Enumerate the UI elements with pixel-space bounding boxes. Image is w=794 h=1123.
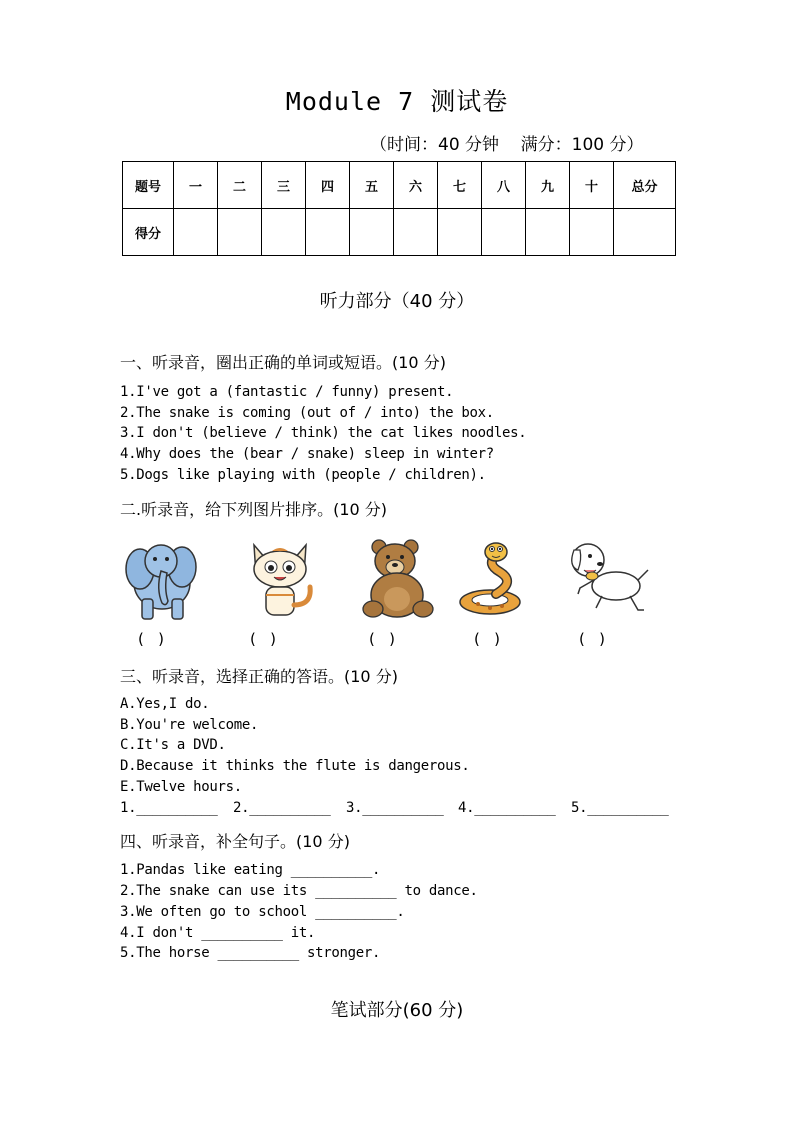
- q1-item: 1.I've got a (fantastic / funny) present.: [120, 384, 454, 400]
- q3-blank[interactable]: 4.__________: [458, 800, 556, 816]
- table-cell: 题号: [123, 162, 174, 209]
- table-cell: 九: [526, 162, 570, 209]
- score-table: [122, 161, 676, 256]
- listening-heading: 听力部分（40 分）: [319, 291, 475, 312]
- score-cell[interactable]: [482, 209, 526, 256]
- q3-option: C.It's a DVD.: [120, 737, 226, 753]
- q4-item: 3.We often go to school __________.: [120, 904, 405, 920]
- q1-item: 2.The snake is coming (out of / into) the box.: [120, 405, 494, 421]
- score-cell[interactable]: [262, 209, 306, 256]
- q3-title: 三、听录音，选择正确的答语。(10 分): [120, 667, 398, 686]
- snake-icon: [456, 538, 526, 620]
- order-answer-slot[interactable]: ( ): [250, 630, 277, 648]
- table-cell: 三: [262, 162, 306, 209]
- order-answer-slot[interactable]: ( ): [369, 630, 396, 648]
- score-table-header-row: [123, 162, 676, 209]
- table-cell: 七: [438, 162, 482, 209]
- table-cell: 四: [306, 162, 350, 209]
- dog-icon: [566, 536, 650, 618]
- exam-info: （时间：40 分钟 满分：100 分）: [370, 135, 644, 155]
- score-cell[interactable]: [526, 209, 570, 256]
- q3-option: E.Twelve hours.: [120, 779, 242, 795]
- q4-item: 1.Pandas like eating __________.: [120, 862, 381, 878]
- order-answer-slot[interactable]: ( ): [579, 630, 606, 648]
- q1-item: 5.Dogs like playing with (people / children).: [120, 467, 486, 483]
- order-answer-slot[interactable]: ( ): [474, 630, 501, 648]
- page-title: Module 7 测试卷: [285, 87, 509, 116]
- q4-title: 四、听录音，补全句子。(10 分): [120, 832, 350, 851]
- score-cell[interactable]: [570, 209, 614, 256]
- q3-blank[interactable]: 1.__________: [120, 800, 218, 816]
- score-cell[interactable]: [218, 209, 262, 256]
- q1-item: 3.I don't (believe / think) the cat likes noodles.: [120, 425, 527, 441]
- score-cell[interactable]: [306, 209, 350, 256]
- q4-item: 5.The horse __________ stronger.: [120, 945, 381, 961]
- q3-blank[interactable]: 3.__________: [346, 800, 444, 816]
- q3-blank[interactable]: 5.__________: [571, 800, 669, 816]
- q2-title: 二.听录音，给下列图片排序。(10 分): [120, 500, 388, 519]
- score-table-score-row: [123, 209, 676, 256]
- q3-option: D.Because it thinks the flute is dangerous.: [120, 758, 470, 774]
- q1-item: 4.Why does the (bear / snake) sleep in winter?: [120, 446, 494, 462]
- score-cell[interactable]: [438, 209, 482, 256]
- score-cell[interactable]: [350, 209, 394, 256]
- table-cell: 十: [570, 162, 614, 209]
- table-cell: 总分: [614, 162, 676, 209]
- q1-title: 一、听录音，圈出正确的单词或短语。(10 分): [120, 353, 446, 372]
- table-cell: 八: [482, 162, 526, 209]
- table-cell: 得分: [123, 209, 174, 256]
- score-cell[interactable]: [174, 209, 218, 256]
- q3-option: A.Yes,I do.: [120, 696, 210, 712]
- table-cell: 一: [174, 162, 218, 209]
- q3-blank[interactable]: 2.__________: [233, 800, 331, 816]
- elephant-icon: [122, 537, 200, 621]
- score-cell[interactable]: [394, 209, 438, 256]
- order-answer-slot[interactable]: ( ): [138, 630, 165, 648]
- cat-icon: [242, 539, 320, 621]
- q4-item: 2.The snake can use its __________ to dance.: [120, 883, 478, 899]
- table-cell: 二: [218, 162, 262, 209]
- q4-item: 4.I don't __________ it.: [120, 925, 316, 941]
- table-cell: 六: [394, 162, 438, 209]
- score-cell[interactable]: [614, 209, 676, 256]
- writing-heading: 笔试部分(60 分): [330, 1000, 464, 1021]
- bear-icon: [359, 537, 439, 621]
- table-cell: 五: [350, 162, 394, 209]
- q3-option: B.You're welcome.: [120, 717, 259, 733]
